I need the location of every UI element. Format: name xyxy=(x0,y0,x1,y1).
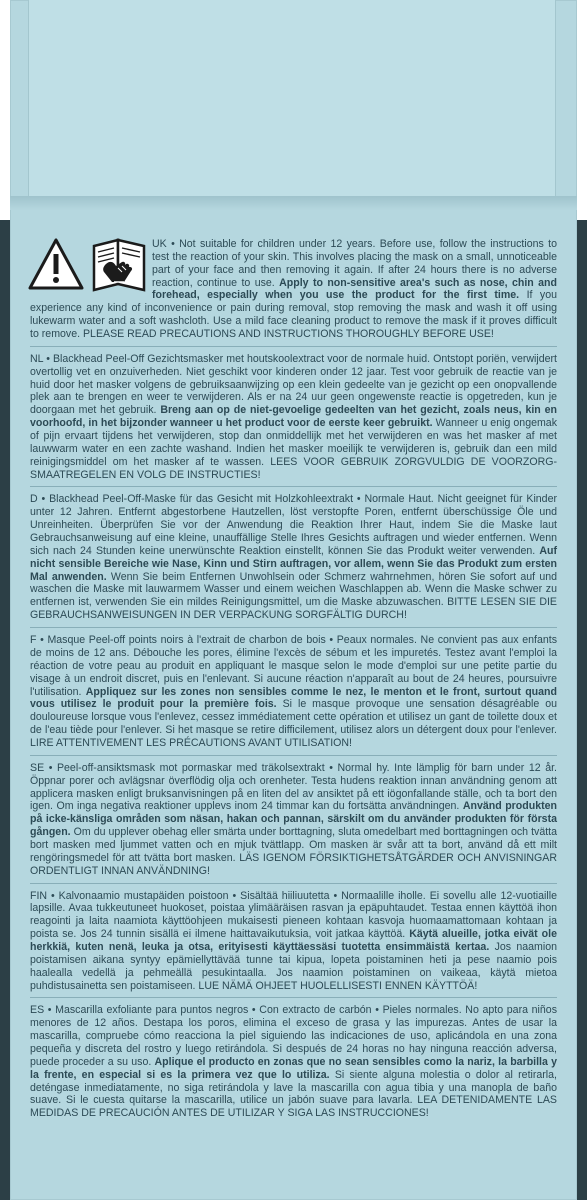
section-nl-text: Wanneer u enig ongemak of pijn ervaart tijdens het verwijderen, stop dan onmiddellijk met het verwijderen en was het masker af met lauwwarm water en een zachte washand. Indien het masker moeilijk te verwijderen is, gebruik dan een mild reinigingsmiddel om het masker af te wassen. LEES VOOR GEBRUIK ZORGVULDIG DE VOORZORG-SMAATREGELEN EN VOLG DE INSTRUCTIES! xyxy=(30,417,557,481)
section-se-text: Använd produkten på icke-känsliga områden som näsan, hakan och pannan, särskilt om du använder produkten för första gången. xyxy=(30,800,557,839)
section-es-text: Si siente alguna molestia o dolor al retirarla, deténgase inmediatamente, no siga retirándola y lave la mascarilla con agua tibia y una manopla de baño suave. Si le cuesta quitarse la mascarilla, utilice un jabón suave para lavarla. LEA DETENIDAMENTE LAS MEDIDAS DE PRECAUCIÓN ANTES DE UTILIZAR Y SIGA LAS INSTRUCCIONES! xyxy=(30,1068,557,1120)
section-de xyxy=(30,491,557,628)
section-uk-text: Apply to non-sensitive area's such as nose, chin and forehead, especially when you use the product for the first time. xyxy=(152,276,557,302)
section-fi-text: Jos naamion poistamisen aikana syntyy epämiellyttävää tunne tai kipua, lopeta poistaminen heti ja pese naamio pois haalealla vedellä ja pehmeällä pesukintaalla. Jos naamion poistaminen on vaikeaa, käytä mietoa puhdistusainetta sen poistamiseen. LUE NÄMÄ OHJEET HUOLELLISESTI ENNEN KÄYTTÖÄ! xyxy=(30,940,557,992)
section-de-text: Auf nicht sensible Bereiche wie Nase, Kinn und Stirn auftragen, vor allem, wenn Sie das Produkt zum ersten Mal anwenden. xyxy=(30,544,557,583)
section-de-text: D • Blackhead Peel-Off-Maske für das Gesicht mit Holzkohleextrakt • Normale Haut. Nicht geeignet für Kinder unter 12 Jahren. Entfernt abgestorbene Hautzellen, löst verstopfte Poren, entfernt überschüssige Öle und Unreinheiten. Überprüfen Sie vor der Anwendung die Reaktion Ihrer Haut, indem Sie die Maske laut Gebrauchsanweisung auf eine kleine, unauffällige Stelle Ihres Gesichts auftragen und wieder entfernen. Wenn sich nach 24 Stunden keine unerwünschte Reaktion einstellt, können Sie das Produkt weiter verwenden. xyxy=(30,493,557,557)
section-se-text: Om du upplever obehag eller smärta under borttagning, sluta omedelbart med borttagningen och tvätta bort masken med ljummet vatten och en mjuk tvättlapp. Om masken är svår att ta bort, använd då ett milt rengöringsmedel för att tvätta bort masken. LÄS IGENOM FÖRSIKTIGHETSÅTGÄRDER OCH ANVISNINGAR ORDENTLIGT INNAN ANVÄNDNING! xyxy=(30,826,557,877)
section-fi xyxy=(30,888,557,999)
section-uk-text: UK • Not suitable for children under 12 years. Before use, follow the instructions to test the reaction of your skin. This involves placing the mask on a small, unnoticeable part of your face and then removing it again. If after 24 hours there is no adverse reaction, continue to use. xyxy=(152,238,557,289)
section-fi-text: FIN • Kalvonaamio mustapäiden poistoon • Sisältää hiiliuutetta • Normaalille iholle. Ei sovellu alle 12-vuotiaille lapsille. Avaa tukkeutuneet huokoset, poistaa ylimääräisen rasvan ja epäpuhtaudet. Testaa ennen käyttöä ihon reagointi ja laita naamiota käyttöohjeen mukaisesti pieneen kohtaan kasvoja huomaamattomaan kohtaan ja poista se. Jos 24 tunnin sisällä ei ilmene haittavaikutuksia, voit jatkaa käyttöä. xyxy=(30,889,557,941)
flap-fold-shadow xyxy=(10,196,577,210)
instructions-text xyxy=(30,236,557,1129)
section-fr-text: Appliquez sur les zones non sensibles comme le nez, le menton et le front, surtout quand vous utilisez le produit pour la première fois. xyxy=(30,685,557,711)
section-nl xyxy=(30,351,557,488)
section-nl-text: NL • Blackhead Peel-Off Gezichtsmasker met houtskoolextract voor de normale huid. Ontstopt poriën, verwijdert overtollig vet en onzuiverheden. Niet geschikt voor kinderen onder 12 jaar. Test voor gebruik de reactie van je huid door het masker volgens de gebruiksaanwijzing op een klein gedeelte van je gezicht op een onopvallende plek aan te brengen en weer te verwijderen. Als er na 24 uur geen ongewenste reactie is opgetreden, kun je doorgaan met het gebruik. xyxy=(30,352,557,417)
section-se-text: SE • Peel-off-ansiktsmask mot pormaskar med träkolsextrakt • Normal hy. Inte lämplig för barn under 12 år. Öppnar porer och avlägsnar överflödig olja och orenheter. Testa hudens reaktion innan användning genom att applicera masken enligt bruksanvisningen på en liten del av ansiktet på ett iögonfallande ställe, och ta bort den igen. Om inga negativa reaktioner upplevs inom 24 timmar kan du fortsätta användningen. xyxy=(30,761,557,813)
section-es-text: Aplique el producto en zonas que no sean sensibles como la nariz, la barbilla y la frente, en especial si es la primera vez que lo utiliza. xyxy=(30,1055,558,1081)
section-es xyxy=(30,1002,557,1125)
section-nl-text: Breng aan op de niet-gevoelige gedeelten van het gezicht, zoals neus, kin en voorhoofd, in het bijzonder wanneer u het product voor de eerste keer gebruikt. xyxy=(30,404,557,430)
section-fr-text: Si le masque provoque une sensation désagréable ou douloureuse lorsque vous l'enlevez, cessez immédiatement cette opération et utilisez un gant de toilette doux et de l'eau tiède pour l'enlever. Si het masque se retire difficilement, utilisez alors un détergent doux pour l'enlever. LIRE ATTENTIVEMENT LES PRÉCAUTIONS AVANT UTILISATION! xyxy=(30,698,557,749)
section-uk-text: If you experience any kind of inconvenience or pain during removal, stop removing the mask and wash it off using lukewarm water and a soft washcloth. Use a mild face cleaning product to remove the mask if it proves difficult to remove. PLEASE READ PRECAUTIONS AND INSTRUCTIONS THOROUGHLY BEFORE USE! xyxy=(30,289,558,341)
icon-spacer xyxy=(30,238,152,296)
package-top-flap xyxy=(28,0,556,197)
section-uk xyxy=(30,236,557,347)
section-se xyxy=(30,760,557,884)
section-fr xyxy=(30,632,557,756)
section-es-text: ES • Mascarilla exfoliante para puntos negros • Con extracto de carbón • Pieles normales. No apto para niños menores de 12 años. Destapa los poros, elimina el exceso de grasa y las impurezas. Antes de usar la mascarilla, compruebe cómo reacciona la piel siguiendo las indicaciones de uso, aplicándola en una zona pequeña y discreta del rostro y luego retirándola. Si después de 24 horas no hay ninguna reacción adversa, puede proceder a su uso. xyxy=(30,1004,557,1068)
package-left-edge xyxy=(0,220,10,1200)
section-fr-text: F • Masque Peel-off points noirs à l'extrait de charbon de bois • Peaux normales. Ne convient pas aux enfants de moins de 12 ans. Débouche les pores, élimine l'excès de sébum et les impuretés. Testez avant l'emploi la réaction de votre peau au produit en appliquant le masque selon le mode d'emploi sur une petite partie du visage à un endroit discret, puis en l'enlevant. Si aucune réaction n'apparaît au bout de 24 heures, poursuivre l'utilisation. xyxy=(30,634,557,698)
section-fi-text: Käytä alueille, jotka eivät ole herkkiä, kuten nenä, leuka ja otsa, erityisesti käyttäessäsi tuotetta ensimmäistä kertaa. xyxy=(30,928,557,953)
section-de-text: Wenn Sie beim Entfernen Unwohlsein oder Schmerz wahrnehmen, hören Sie sofort auf und waschen die Maske mit lauwarmem Wasser und einem weichen Waschlappen ab. Wenn die Maske schwer zu entfernen ist, verwenden Sie ein mildes Reinigungsmittel, um die Maske abzuwaschen. BITTE LESEN SIE DIE GEBRAUCHSANWEISUNGEN IN DER VERPACKUNG SORGFÄLTIG DURCH! xyxy=(30,570,557,622)
package-right-edge xyxy=(577,220,587,1200)
